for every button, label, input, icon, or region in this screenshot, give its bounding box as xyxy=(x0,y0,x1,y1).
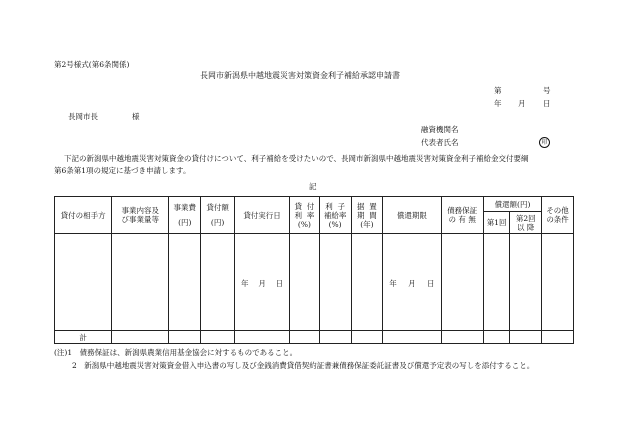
table-row xyxy=(55,234,574,331)
total-repay-second[interactable] xyxy=(510,331,542,344)
header-repay-first: 第1回 xyxy=(483,212,509,234)
table-header-row xyxy=(55,197,574,212)
cell-loan-date[interactable] xyxy=(235,234,290,331)
cell-other[interactable] xyxy=(542,234,574,331)
header-rate-c2: 付 xyxy=(306,201,315,211)
ki-heading: 記 xyxy=(309,182,317,191)
header-grace-c3: 期 xyxy=(356,210,365,220)
cell-loan-amount[interactable] xyxy=(201,234,235,331)
header-guarantee-l1: 債務保証 xyxy=(447,206,478,215)
total-other xyxy=(542,331,574,344)
header-subsidy-unit: (%) xyxy=(328,219,342,229)
header-rate-c3: 利 xyxy=(294,210,303,220)
total-repay-first[interactable] xyxy=(483,331,509,344)
total-rate xyxy=(290,331,320,344)
doc-no-go: 号 xyxy=(543,86,551,95)
addressee-name: 長岡市長 xyxy=(68,112,98,121)
total-subsidy xyxy=(319,331,351,344)
total-loan-date xyxy=(235,331,290,344)
cell-rate[interactable] xyxy=(290,234,320,331)
repay-deadline-m: 月 xyxy=(408,278,416,288)
header-grace-c1: 据 xyxy=(356,201,365,211)
doc-no-dai: 第 xyxy=(494,86,502,95)
header-rate-c1: 貸 xyxy=(294,201,303,211)
header-repay-second xyxy=(510,212,542,234)
loan-date-d: 日 xyxy=(275,278,284,288)
header-other-l2: の条件 xyxy=(546,215,569,224)
header-project-cost xyxy=(169,197,201,234)
header-business-l2: び事業量等 xyxy=(121,215,160,224)
header-repay-deadline: 償還期限 xyxy=(383,197,441,234)
header-repay-second-l2: 以 降 xyxy=(517,222,535,232)
header-guarantee-l2: の 有 無 xyxy=(448,215,476,224)
header-grace-unit: (年) xyxy=(360,219,374,229)
repay-deadline-y: 年 xyxy=(389,278,397,288)
header-subsidy-c1: 利 xyxy=(325,201,333,211)
header-project-cost-l1: 事業費 xyxy=(173,203,196,212)
date-year: 年 xyxy=(494,99,502,108)
header-loan-amount-l2: (円) xyxy=(210,218,225,227)
header-business xyxy=(112,197,169,234)
repay-deadline-d: 日 xyxy=(427,278,435,288)
header-subsidy-c3: 補給率 xyxy=(323,210,347,220)
form-number: 第2号様式(第6条関係) xyxy=(54,60,130,69)
total-repay-deadline xyxy=(383,331,441,344)
cell-project-cost[interactable] xyxy=(169,234,201,331)
cell-subsidy-rate[interactable] xyxy=(319,234,351,331)
header-grace-c4: 間 xyxy=(369,210,377,220)
total-business xyxy=(112,331,169,344)
date-month: 月 xyxy=(518,99,526,108)
page-title: 長岡市新潟県中越地震災害対策資金利子補給承認申請書 xyxy=(200,71,400,80)
header-project-cost-l2: (円) xyxy=(178,218,192,227)
table-total-row xyxy=(55,331,574,344)
loan-table xyxy=(54,196,574,344)
header-business-l1: 事業内容及 xyxy=(121,206,160,215)
header-rate xyxy=(290,197,320,234)
total-loan-amount[interactable] xyxy=(201,331,235,344)
total-grace xyxy=(351,331,383,344)
header-loan-amount-l1: 貸付額 xyxy=(206,203,229,212)
header-loan-date: 貸付実行日 xyxy=(235,197,290,234)
header-rate-unit: (%) xyxy=(297,219,311,229)
lender-rep-label: 代表者氏名 xyxy=(421,138,459,147)
body-text-line1: 下記の新潟県中越地震災害対策資金の貸付けについて、利子補給を受けたいので、長岡市新潟県中越地震災害対策資金利子補給金交付要綱 xyxy=(64,154,529,163)
loan-date-y: 年 xyxy=(241,278,249,288)
cell-guarantee[interactable] xyxy=(441,234,483,331)
header-grace-c2: 置 xyxy=(369,201,377,211)
header-rate-c4: 率 xyxy=(306,210,315,220)
lender-institution-label: 融資機関名 xyxy=(421,125,459,134)
body-text-line2: 第6条第1項の規定に基づき申請します。 xyxy=(54,166,191,175)
header-borrower: 貸付の相手方 xyxy=(55,197,112,234)
header-subsidy-rate xyxy=(319,197,351,234)
addressee-sama: 様 xyxy=(132,112,140,121)
note-2: 2 新潟県中越地震災害対策資金借入申込書の写し及び金銭消費貸借契約証書兼債務保証委託証書及び償還予定表の写しを添付すること。 xyxy=(72,361,535,370)
header-repay-second-l1: 第2回 xyxy=(515,213,536,223)
header-repay-amount: 償還額(円) xyxy=(483,197,541,212)
date-day: 日 xyxy=(543,99,551,108)
header-subsidy-c2: 子 xyxy=(337,201,345,211)
header-loan-amount xyxy=(201,197,235,234)
header-grace xyxy=(351,197,383,234)
loan-date-m: 月 xyxy=(258,278,266,288)
seal-mark: 印 xyxy=(539,137,550,148)
header-other-l1: その他 xyxy=(546,206,569,215)
cell-grace[interactable] xyxy=(351,234,383,331)
cell-borrower[interactable] xyxy=(55,234,112,331)
note-1: (注)1 債務保証は、新潟県農業信用基金協会に対するものであること。 xyxy=(54,348,298,357)
cell-repay-second[interactable] xyxy=(510,234,542,331)
total-guarantee xyxy=(441,331,483,344)
cell-repay-deadline[interactable] xyxy=(383,234,441,331)
header-guarantee xyxy=(441,197,483,234)
cell-repay-first[interactable] xyxy=(483,234,509,331)
cell-business[interactable] xyxy=(112,234,169,331)
total-label: 計 xyxy=(55,331,112,344)
header-other xyxy=(542,197,574,234)
total-project-cost[interactable] xyxy=(169,331,201,344)
